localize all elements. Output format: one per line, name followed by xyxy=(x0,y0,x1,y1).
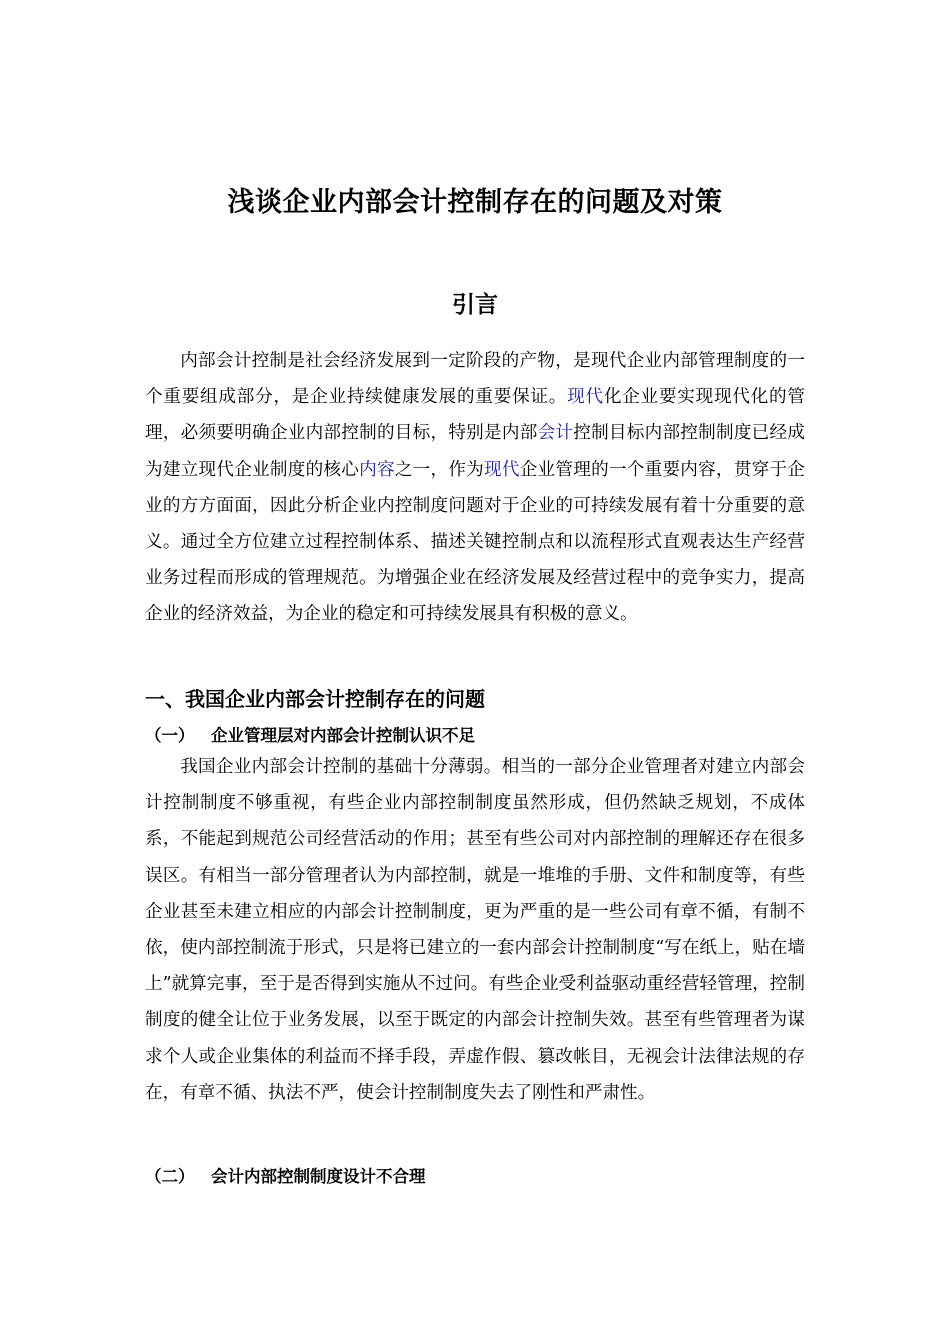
intro-paragraph xyxy=(145,343,805,633)
keyword-link[interactable]: 会计 xyxy=(537,423,574,444)
document-title: 浅谈企业内部会计控制存在的问题及对策 xyxy=(227,187,723,218)
keyword-link[interactable]: 现代 xyxy=(567,387,604,408)
intro-text: 内部会计控制是社会经济发展到一定阶段的产物，是现代企业内部管理制度的一个重要组成部分，是企业持续健康发展的重要保证。 xyxy=(145,351,805,408)
intro-text: 化企业要实现现代化的管理，必须要明确企业内部控制的目标，特别是内部 xyxy=(145,387,805,444)
subsection-number: （一） xyxy=(145,726,195,745)
subsection-title: 企业管理层对内部会计控制认识不足 xyxy=(211,726,475,745)
subsection-title: 会计内部控制制度设计不合理 xyxy=(211,1167,426,1186)
intro-text: 控制目标内部控制制度已经成为建立现代企业制度的核心 xyxy=(145,423,805,480)
subsection-heading xyxy=(145,722,475,746)
intro-heading: 引言 xyxy=(452,292,498,318)
keyword-link[interactable]: 内容 xyxy=(359,459,395,480)
intro-text: 之一，作为 xyxy=(394,459,485,480)
subsection-paragraph: 我国企业内部会计控制的基础十分薄弱。相当的一部分企业管理者对建立内部会计控制制度不够重视，有些企业内部控制制度虽然形成，但仍然缺乏规划，不成体系，不能起到规范公司经营活动的作用；甚至有些公司对内部控制的理解还存在很多误区。有相当一部分管理者认为内部控制，就是一堆堆的手册、文件和制度等，有些企业甚至未建立相应的内部会计控制制度，更为严重的是一些公司有章不循，有制不依，使内部控制流于形式，只是将已建立的一套内部会计控制制度“写在纸上，贴在墙上”就算完事，至于是否得到实施从不过问。有些企业受利益驱动重经营轻管理，控制制度的健全让位于业务发展，以至于既定的内部会计控制失效。甚至有些管理者为谋求个人或企业集体的利益而不择手段，弄虚作假、篡改帐目，无视会计法律法规的存在，有章不循、执法不严，使会计控制制度失去了刚性和严肃性。 xyxy=(145,757,805,1103)
section-heading: 一、我国企业内部会计控制存在的问题 xyxy=(145,687,485,711)
intro-text: 企业管理的一个重要内容，贯穿于企业的方方面面，因此分析企业内控制度问题对于企业的可持续发展有着十分重要的意义。通过全方位建立过程控制体系、描述关键控制点和以流程形式直观表达生产经营业务过程而形成的管理规范。为增强企业在经济发展及经营过程中的竞争实力，提高企业的经济效益，为企业的稳定和可持续发展具有积极的意义。 xyxy=(145,459,805,625)
subsection-number: （二） xyxy=(145,1167,195,1186)
subsection-heading xyxy=(145,1163,426,1187)
keyword-link[interactable]: 现代 xyxy=(484,459,520,480)
